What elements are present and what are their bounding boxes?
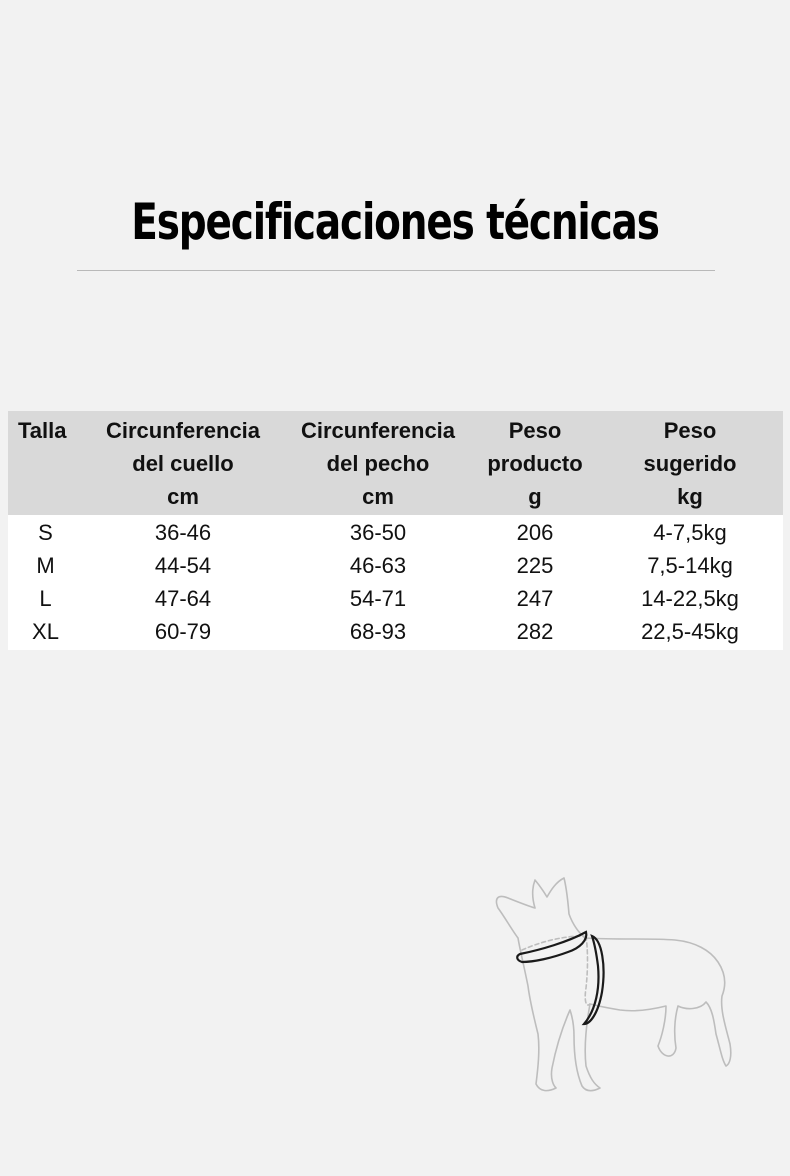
- page-title: Especificaciones técnicas: [131, 193, 659, 251]
- cell-neck: 60-79: [83, 615, 283, 650]
- header-chest-circumference: Circunferencia del pecho cm: [283, 411, 473, 515]
- table-row: [8, 549, 783, 582]
- table-row: [8, 582, 783, 615]
- cell-suggested-weight: 22,5-45kg: [597, 615, 783, 650]
- cell-chest: 68-93: [283, 615, 473, 650]
- size-spec-table: [8, 411, 783, 650]
- cell-size: XL: [8, 615, 83, 650]
- dog-outline: [496, 878, 730, 1091]
- cell-neck: 47-64: [83, 582, 283, 615]
- table-header-row: [8, 411, 783, 515]
- title-divider: [77, 270, 715, 271]
- cell-chest: 54-71: [283, 582, 473, 615]
- table-row: [8, 615, 783, 650]
- cell-chest: 36-50: [283, 515, 473, 549]
- cell-suggested-weight: 14-22,5kg: [597, 582, 783, 615]
- cell-size: S: [8, 515, 83, 549]
- cell-suggested-weight: 4-7,5kg: [597, 515, 783, 549]
- header-neck-circumference: Circunferencia del cuello cm: [83, 411, 283, 515]
- dog-measurement-icon: [490, 870, 740, 1100]
- cell-suggested-weight: 7,5-14kg: [597, 549, 783, 582]
- cell-size: M: [8, 549, 83, 582]
- cell-neck: 36-46: [83, 515, 283, 549]
- cell-chest: 46-63: [283, 549, 473, 582]
- cell-neck: 44-54: [83, 549, 283, 582]
- cell-size: L: [8, 582, 83, 615]
- header-size: Talla: [8, 411, 83, 515]
- cell-product-weight: 247: [473, 582, 597, 615]
- cell-product-weight: 206: [473, 515, 597, 549]
- table-row: [8, 515, 783, 549]
- cell-product-weight: 282: [473, 615, 597, 650]
- header-suggested-weight: Peso sugerido kg: [597, 411, 783, 515]
- cell-product-weight: 225: [473, 549, 597, 582]
- header-product-weight: Peso producto g: [473, 411, 597, 515]
